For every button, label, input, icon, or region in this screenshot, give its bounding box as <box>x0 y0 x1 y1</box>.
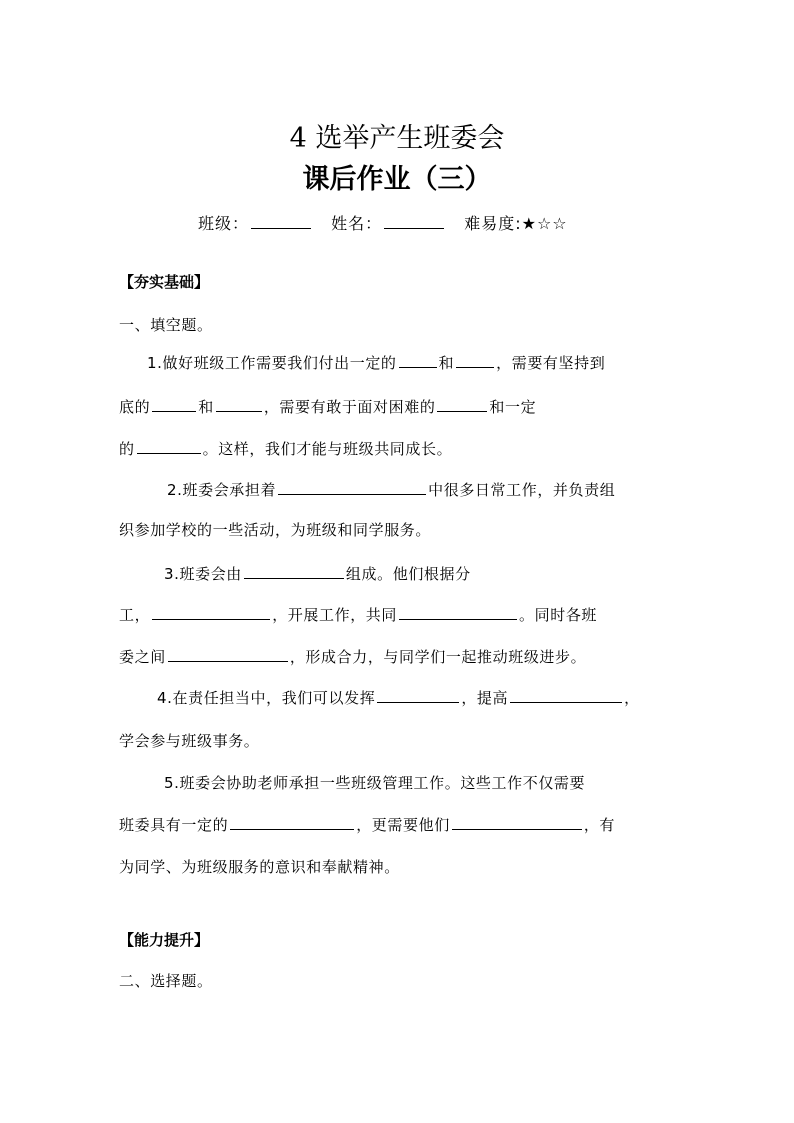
answer-blank[interactable] <box>152 395 196 412</box>
answer-blank[interactable] <box>510 686 622 703</box>
q2-line-2: 织参加学校的一些活动，为班级和同学服务。 <box>119 521 432 539</box>
class-label: 班级： <box>198 214 250 233</box>
answer-blank[interactable] <box>152 603 270 620</box>
answer-blank[interactable] <box>244 562 344 579</box>
q2-line-1: 2.班委会承担着 中很多日常工作，并负责组 <box>167 478 615 502</box>
q5-line-1: 5.班委会协助老师承担一些班级管理工作。这些工作不仅需要 <box>164 774 586 792</box>
q5-line-3: 为同学、为班级服务的意识和奉献精神。 <box>119 858 400 876</box>
class-blank[interactable] <box>251 212 311 229</box>
page-subtitle: 课后作业（三） <box>302 164 492 195</box>
answer-blank[interactable] <box>230 813 354 830</box>
student-info-row <box>198 212 568 236</box>
name-blank[interactable] <box>384 212 444 229</box>
q3-line-1: 3.班委会由 组成。他们根据分 <box>164 562 471 586</box>
answer-blank[interactable] <box>168 645 288 662</box>
answer-blank[interactable] <box>399 351 437 368</box>
q3-line-3: 委之间 ，形成合力，与同学们一起推动班级进步。 <box>119 645 586 669</box>
section-improve: 【能力提升】 <box>119 931 210 949</box>
answer-blank[interactable] <box>216 395 262 412</box>
q4-line-2: 学会参与班级事务。 <box>119 732 260 750</box>
answer-blank[interactable] <box>437 395 487 412</box>
q1-line-2: 底的 和 ，需要有敢于面对困难的 和一定 <box>119 395 536 419</box>
question-heading-fill: 一、填空题。 <box>119 316 213 334</box>
question-heading-choice: 二、选择题。 <box>119 972 213 990</box>
answer-blank[interactable] <box>399 603 517 620</box>
q1-line-3: 的 。这样，我们才能与班级共同成长。 <box>119 437 452 461</box>
q4-line-1: 4.在责任担当中，我们可以发挥 ，提高 ， <box>157 686 640 710</box>
answer-blank[interactable] <box>452 813 582 830</box>
q5-line-2: 班委具有一定的 ，更需要他们 ，有 <box>119 813 615 837</box>
name-label: 姓名： <box>331 214 383 233</box>
answer-blank[interactable] <box>456 351 494 368</box>
q1-line-1: 1.做好班级工作需要我们付出一定的 和 ，需要有坚持到 <box>147 351 605 375</box>
answer-blank[interactable] <box>377 686 459 703</box>
page-title: 4 选举产生班委会 <box>289 123 505 154</box>
difficulty-label: 难易度:★☆☆ <box>464 214 568 233</box>
answer-blank[interactable] <box>137 437 201 454</box>
q3-line-2: 工， ，开展工作，共同 。同时各班 <box>119 603 597 627</box>
answer-blank[interactable] <box>278 478 426 495</box>
section-basic: 【夯实基础】 <box>119 273 210 291</box>
